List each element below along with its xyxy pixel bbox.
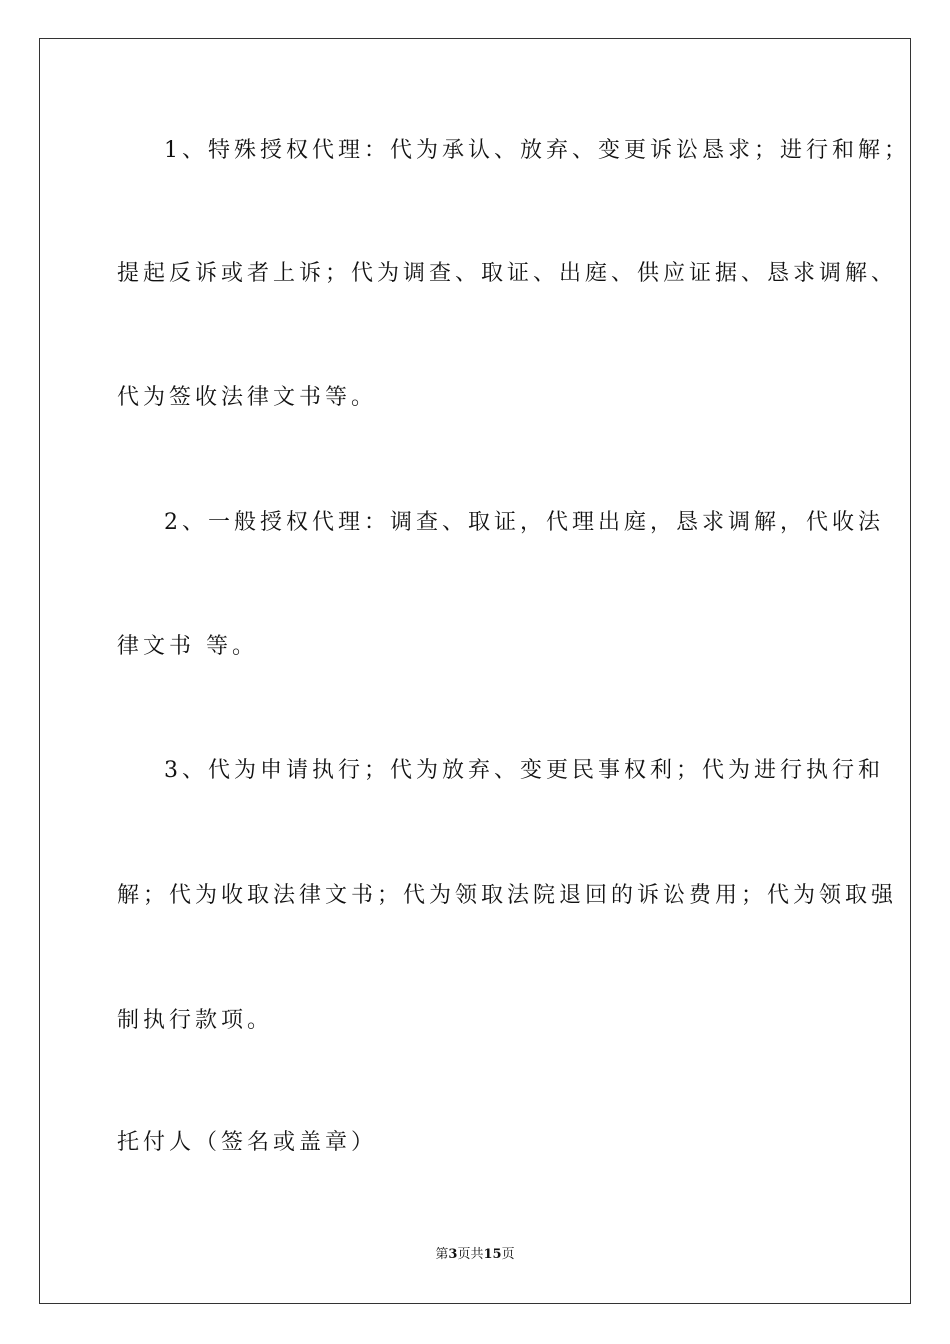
- footer-total-number: 15: [483, 1247, 502, 1262]
- page-border: [39, 38, 911, 1304]
- paragraph-1-line-2: 提起反诉或者上诉；代为调查、取证、出庭、供应证据、恳求调解、: [117, 261, 898, 286]
- paragraph-2-line-1: 2、一般授权代理：调查、取证，代理出庭，恳求调解，代收法: [164, 510, 884, 535]
- footer-total-suffix: 页: [501, 1247, 515, 1262]
- page-footer: [0, 1246, 950, 1264]
- paragraph-3-line-2: 解；代为收取法律文书；代为领取法院退回的诉讼费用；代为领取强: [117, 883, 898, 908]
- paragraph-1-line-1: 1、特殊授权代理：代为承认、放弃、变更诉讼恳求；进行和解；: [164, 138, 910, 163]
- paragraph-3-line-3: 制执行款项。: [117, 1008, 274, 1033]
- footer-page-prefix: 第: [435, 1247, 449, 1262]
- paragraph-2-line-2: 律文书 等。: [117, 634, 258, 659]
- paragraph-3-line-1: 3、代为申请执行；代为放弃、变更民事权利；代为进行执行和: [164, 758, 884, 783]
- footer-total-prefix: 共: [470, 1247, 484, 1262]
- paragraph-1-line-3: 代为签收法律文书等。: [117, 385, 378, 410]
- signature-line: 托付人（签名或盖章）: [117, 1130, 378, 1155]
- footer-page-number: 3: [448, 1247, 458, 1262]
- footer-page-suffix: 页: [457, 1247, 471, 1262]
